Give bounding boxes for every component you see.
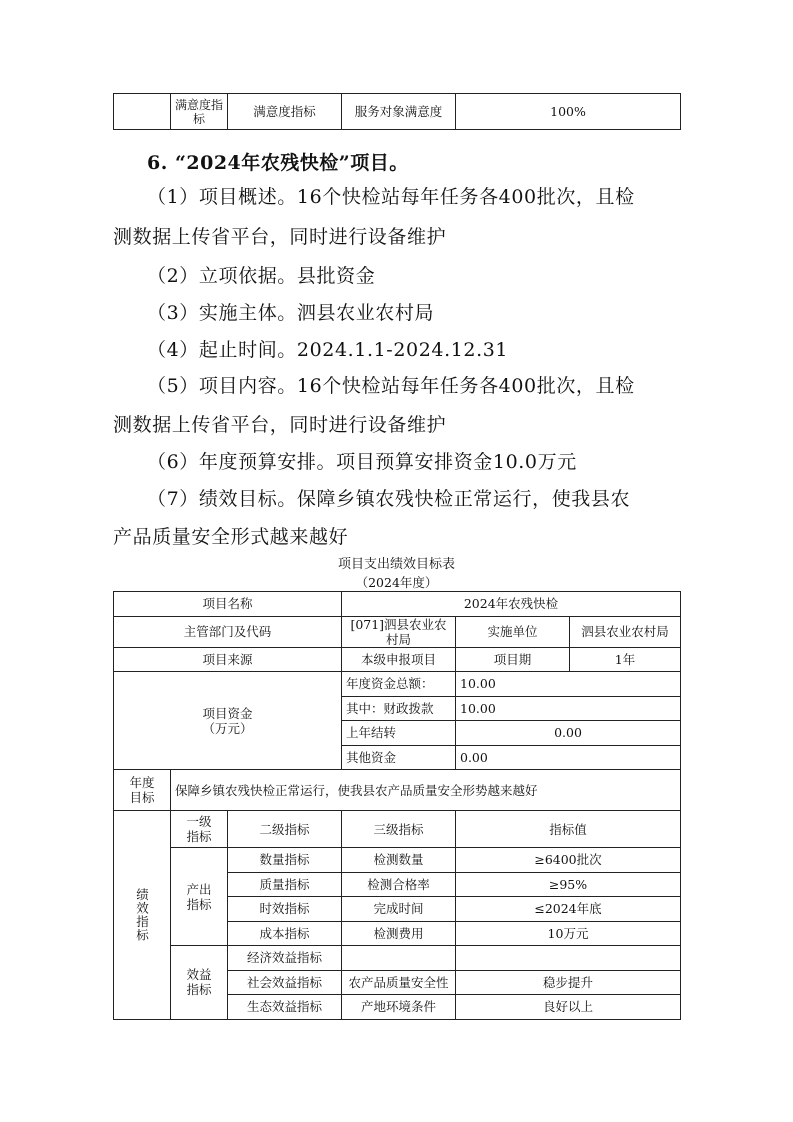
output-label: 产出指标 [171, 848, 228, 946]
header-level1: 一级指标 [171, 811, 228, 848]
source-label: 项目来源 [114, 647, 342, 672]
dept-label: 主管部门及代码 [114, 616, 342, 647]
funds-label [114, 672, 342, 770]
benefit-l3 [342, 946, 456, 971]
fiscal-value: 10.00 [456, 696, 681, 721]
output-l3: 检测数量 [342, 848, 456, 873]
table-row [114, 592, 681, 617]
output-value: ≥6400批次 [456, 848, 681, 873]
paragraph-line: （2）立项依据。县批资金 [147, 265, 376, 287]
section-heading: 6. “2024年农残快检”项目。 [147, 152, 409, 174]
fiscal-label: 其中：财政拨款 [342, 696, 456, 721]
output-value: ≥95% [456, 872, 681, 897]
table-row [114, 848, 681, 873]
benefit-l2: 生态效益指标 [228, 995, 342, 1020]
benefit-l3: 农产品质量安全性 [342, 970, 456, 995]
funds-label-line2: （万元） [202, 720, 253, 736]
output-l2: 成本指标 [228, 921, 342, 946]
table-cell: 满意度指标 [171, 94, 228, 130]
paragraph-line: （1）项目概述。16个快检站每年任务各400批次，且检 [147, 186, 635, 208]
benefit-value: 良好以上 [456, 995, 681, 1020]
table-row [114, 94, 681, 130]
other-value: 0.00 [456, 745, 681, 770]
header-level3: 三级指标 [342, 811, 456, 848]
benefit-l3: 产地环境条件 [342, 995, 456, 1020]
carryover-label: 上年结转 [342, 721, 456, 746]
table-row [114, 647, 681, 672]
output-l2: 质量指标 [228, 872, 342, 897]
table-row [114, 811, 681, 848]
paragraph-line: （4）起止时间。2024.1.1-2024.12.31 [147, 339, 509, 361]
table-row [114, 770, 681, 811]
paragraph-line: （5）项目内容。16个快检站每年任务各400批次，且检 [147, 375, 635, 397]
performance-target-table [113, 591, 681, 1020]
output-value: 10万元 [456, 921, 681, 946]
benefit-label: 效益指标 [171, 946, 228, 1020]
paragraph-line: （7）绩效目标。保障乡镇农残快检正常运行，使我县农 [147, 488, 631, 510]
table-caption: 项目支出绩效目标表 [337, 557, 455, 572]
benefit-l2: 经济效益指标 [228, 946, 342, 971]
funds-label-line1: 项目资金 [202, 705, 253, 721]
paragraph-line: （3）实施主体。泗县农业农村局 [147, 302, 435, 324]
top-table-fragment [113, 93, 681, 130]
table-cell: 100% [456, 94, 681, 130]
benefit-l2: 社会效益指标 [228, 970, 342, 995]
carryover-value: 0.00 [456, 721, 681, 746]
table-row [114, 672, 681, 697]
paragraph-line: （6）年度预算安排。项目预算安排资金10.0万元 [147, 451, 577, 473]
paragraph-line: 产品质量安全形式越来越好 [113, 526, 349, 548]
output-l2: 时效指标 [228, 897, 342, 922]
output-value: ≤2024年底 [456, 897, 681, 922]
paragraph-line: 测数据上传省平台，同时进行设备维护 [113, 414, 447, 436]
other-label: 其他资金 [342, 745, 456, 770]
output-l3: 完成时间 [342, 897, 456, 922]
benefit-value [456, 946, 681, 971]
project-name-label: 项目名称 [114, 592, 342, 617]
output-l3: 检测费用 [342, 921, 456, 946]
table-row [114, 946, 681, 971]
impl-label: 实施单位 [456, 616, 570, 647]
output-l3: 检测合格率 [342, 872, 456, 897]
output-l2: 数量指标 [228, 848, 342, 873]
dept-value: [071]泗县农业农村局 [342, 616, 456, 647]
table-subcaption: （2024年度） [355, 575, 438, 590]
period-value: 1年 [570, 647, 681, 672]
annual-total-value: 10.00 [456, 672, 681, 697]
table-cell: 满意度指标 [228, 94, 342, 130]
paragraph-line: 测数据上传省平台，同时进行设备维护 [113, 226, 447, 248]
impl-value: 泗县农业农村局 [570, 616, 681, 647]
annual-goal-value: 保障乡镇农残快检正常运行，使我县农产品质量安全形势越来越好 [171, 770, 681, 811]
period-label: 项目期 [456, 647, 570, 672]
benefit-value: 稳步提升 [456, 970, 681, 995]
perf-label: 绩效指标 [114, 811, 171, 1020]
table-cell: 服务对象满意度 [342, 94, 456, 130]
source-value: 本级申报项目 [342, 647, 456, 672]
annual-goal-label: 年度目标 [114, 770, 171, 811]
table-row [114, 616, 681, 647]
header-value: 指标值 [456, 811, 681, 848]
annual-total-label: 年度资金总额： [342, 672, 456, 697]
header-level2: 二级指标 [228, 811, 342, 848]
table-cell [114, 94, 171, 130]
project-name-value: 2024年农残快检 [342, 592, 681, 617]
